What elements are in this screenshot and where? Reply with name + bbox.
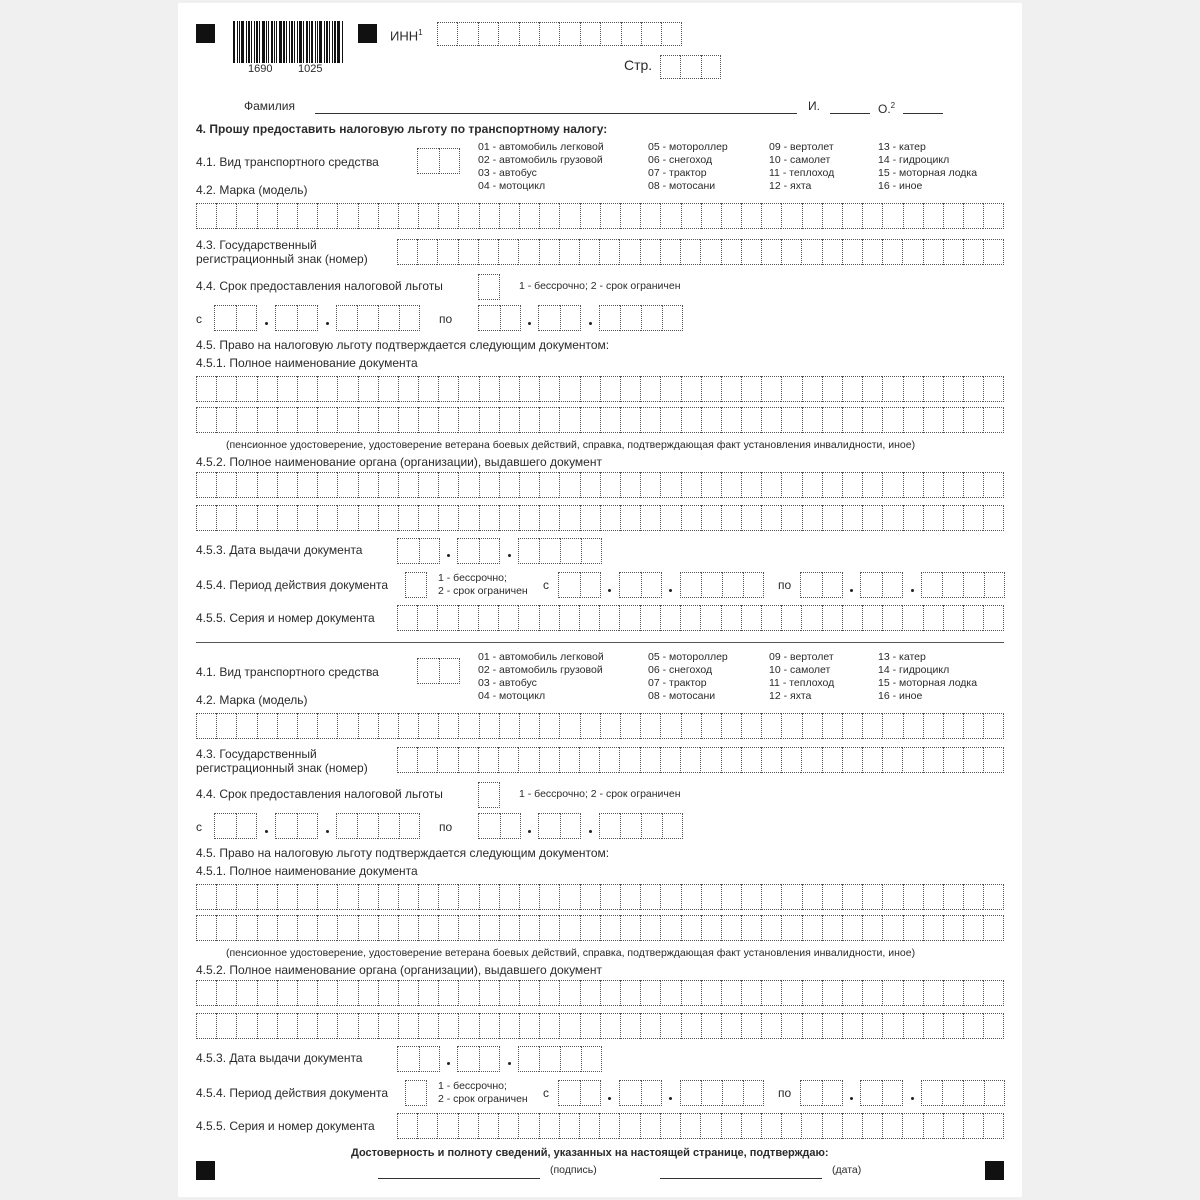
issuer-input-row-2[interactable] — [196, 505, 1004, 531]
date-separator — [850, 1097, 853, 1100]
brand-label: 4.2. Марка (модель) — [196, 183, 308, 197]
term-to-label: по — [439, 820, 453, 834]
term-to-year[interactable] — [599, 813, 683, 839]
term-to-year[interactable] — [599, 305, 683, 331]
section-title: 4. Прошу предоставить налоговую льготу по транспортному налогу: — [196, 122, 608, 136]
regnum-label-1: 4.3. Государственный — [196, 747, 317, 761]
term-to-label: по — [439, 312, 453, 326]
vehicle-options-col-3: 09 - вертолет 10 - самолет 11 - теплоход 12 - яхта — [769, 651, 835, 702]
validity-to-day[interactable] — [800, 1080, 843, 1106]
validity-to-year[interactable] — [921, 572, 1005, 598]
date-separator — [326, 322, 329, 325]
validity-to-label: по — [778, 578, 792, 592]
term-from-month[interactable] — [275, 305, 318, 331]
date-separator — [326, 830, 329, 833]
issue-date-year[interactable] — [518, 538, 602, 564]
corner-marker-bottom-right — [985, 1161, 1004, 1180]
validity-from-month[interactable] — [619, 572, 662, 598]
page-label: Стр. — [624, 57, 653, 73]
term-to-month[interactable] — [538, 305, 581, 331]
issuer-input-row-1[interactable] — [196, 980, 1004, 1006]
date-separator — [265, 830, 268, 833]
series-input[interactable] — [397, 605, 1004, 631]
term-from-label: с — [196, 820, 202, 834]
surname-label: Фамилия — [244, 99, 295, 113]
term-options: 1 - бессрочно; 2 - срок ограничен — [519, 280, 681, 292]
date-separator — [669, 589, 672, 592]
validity-type-input[interactable] — [405, 1080, 427, 1106]
inn-label: ИНН$^1$ — [390, 28, 423, 44]
corner-marker-top-mid — [358, 24, 377, 43]
issuer-input-row-2[interactable] — [196, 1013, 1004, 1039]
vehicle-options-col-2: 05 - мотороллер 06 - снегоход 07 - трактор 08 - мотосани — [648, 651, 728, 702]
date-caption: (дата) — [832, 1164, 862, 1176]
issuer-label: 4.5.2. Полное наименование органа (организации), выдавшего документ — [196, 455, 602, 469]
doc-intro-label: 4.5. Право на налоговую льготу подтверждается следующим документом: — [196, 338, 610, 352]
validity-option-2: 2 - срок ограничен — [438, 585, 528, 597]
initial-i-label: И. — [808, 99, 820, 113]
doc-name-input-row-1[interactable] — [196, 884, 1004, 910]
term-from-day[interactable] — [214, 305, 257, 331]
doc-name-input-row-2[interactable] — [196, 407, 1004, 433]
validity-to-month[interactable] — [860, 1080, 903, 1106]
validity-option-2: 2 - срок ограничен — [438, 1093, 528, 1105]
issue-date-day[interactable] — [397, 1046, 440, 1072]
term-label: 4.4. Срок предоставления налоговой льготы — [196, 279, 443, 293]
validity-from-label: с — [543, 1086, 549, 1100]
corner-marker-top-left — [196, 24, 215, 43]
term-from-year[interactable] — [336, 305, 420, 331]
issue-date-label: 4.5.3. Дата выдачи документа — [196, 543, 363, 557]
date-separator — [447, 1062, 450, 1065]
series-label: 4.5.5. Серия и номер документа — [196, 611, 375, 625]
validity-from-month[interactable] — [619, 1080, 662, 1106]
date-separator — [669, 1097, 672, 1100]
date-separator — [608, 589, 611, 592]
barcode — [233, 21, 344, 63]
barcode-number-right: 1025 — [298, 63, 323, 75]
validity-label: 4.5.4. Период действия документа — [196, 578, 389, 592]
issue-date-year[interactable] — [518, 1046, 602, 1072]
brand-input[interactable] — [196, 713, 1004, 739]
brand-label: 4.2. Марка (модель) — [196, 693, 308, 707]
validity-label: 4.5.4. Период действия документа — [196, 1086, 389, 1100]
initial-o-line[interactable] — [903, 113, 943, 114]
issue-date-month[interactable] — [457, 538, 500, 564]
date-separator — [508, 1062, 511, 1065]
date-separator — [528, 830, 531, 833]
validity-option-1: 1 - бессрочно; — [438, 572, 507, 584]
date-separator — [265, 322, 268, 325]
date-separator — [911, 589, 914, 592]
term-to-month[interactable] — [538, 813, 581, 839]
term-from-year[interactable] — [336, 813, 420, 839]
doc-name-label: 4.5.1. Полное наименование документа — [196, 864, 418, 878]
term-from-label: с — [196, 312, 202, 326]
surname-line[interactable] — [315, 113, 797, 114]
doc-intro-label: 4.5. Право на налоговую льготу подтверждается следующим документом: — [196, 846, 610, 860]
date-separator — [508, 554, 511, 557]
issuer-input-row-1[interactable] — [196, 472, 1004, 498]
regnum-input[interactable] — [397, 747, 1004, 773]
term-label: 4.4. Срок предоставления налоговой льготы — [196, 787, 443, 801]
validity-from-year[interactable] — [680, 572, 764, 598]
validity-from-year[interactable] — [680, 1080, 764, 1106]
vehicle-type-label: 4.1. Вид транспортного средства — [196, 155, 379, 169]
validity-type-input[interactable] — [405, 572, 427, 598]
doc-hint: (пенсионное удостоверение, удостоверение ветерана боевых действий, справка, подтверждающая факт установления инвалидности, иное) — [226, 439, 916, 451]
vehicle-type-label: 4.1. Вид транспортного средства — [196, 665, 379, 679]
block-divider — [196, 642, 1004, 643]
term-to-day[interactable] — [478, 305, 521, 331]
issue-date-month[interactable] — [457, 1046, 500, 1072]
regnum-label-2: регистрационный знак (номер) — [196, 761, 368, 775]
term-input[interactable] — [478, 782, 500, 808]
date-separator — [528, 322, 531, 325]
date-separator — [608, 1097, 611, 1100]
issuer-label: 4.5.2. Полное наименование органа (организации), выдавшего документ — [196, 963, 602, 977]
inn-input[interactable] — [437, 22, 682, 46]
initial-i-line[interactable] — [830, 113, 870, 114]
validity-from-day[interactable] — [558, 1080, 601, 1106]
date-separator — [447, 554, 450, 557]
initial-o-label: О.$^2$ — [878, 101, 896, 116]
issue-date-label: 4.5.3. Дата выдачи документа — [196, 1051, 363, 1065]
page-number-input[interactable] — [660, 55, 721, 79]
validity-to-day[interactable] — [800, 572, 843, 598]
vehicle-type-input[interactable] — [417, 148, 460, 174]
term-from-month[interactable] — [275, 813, 318, 839]
date-separator — [911, 1097, 914, 1100]
term-options: 1 - бессрочно; 2 - срок ограничен — [519, 788, 681, 800]
barcode-number-left: 1690 — [248, 63, 273, 75]
vehicle-options-col-3: 09 - вертолет 10 - самолет 11 - теплоход 12 - яхта — [769, 141, 835, 192]
vehicle-options-col-4: 13 - катер 14 - гидроцикл 15 - моторная лодка 16 - иное — [878, 141, 978, 192]
series-input[interactable] — [397, 1113, 1004, 1139]
term-input[interactable] — [478, 274, 500, 300]
corner-marker-bottom-left — [196, 1161, 215, 1180]
term-to-day[interactable] — [478, 813, 521, 839]
series-label: 4.5.5. Серия и номер документа — [196, 1119, 375, 1133]
validity-from-day[interactable] — [558, 572, 601, 598]
validity-to-month[interactable] — [860, 572, 903, 598]
issue-date-day[interactable] — [397, 538, 440, 564]
doc-name-input-row-1[interactable] — [196, 376, 1004, 402]
doc-name-label: 4.5.1. Полное наименование документа — [196, 356, 418, 370]
regnum-label-2: регистрационный знак (номер) — [196, 252, 368, 266]
signature-caption: (подпись) — [550, 1164, 597, 1176]
regnum-label-1: 4.3. Государственный — [196, 238, 317, 252]
vehicle-options-col-2: 05 - мотороллер 06 - снегоход 07 - трактор 08 - мотосани — [648, 141, 728, 192]
validity-to-year[interactable] — [921, 1080, 1005, 1106]
date-separator — [850, 589, 853, 592]
term-from-day[interactable] — [214, 813, 257, 839]
validity-to-label: по — [778, 1086, 792, 1100]
validity-option-1: 1 - бессрочно; — [438, 1080, 507, 1092]
confirmation-text: Достоверность и полноту сведений, указанных на настоящей странице, подтверждаю: — [351, 1147, 829, 1159]
validity-from-label: с — [543, 578, 549, 592]
brand-input[interactable] — [196, 203, 1004, 229]
vehicle-options-col-4: 13 - катер 14 - гидроцикл 15 - моторная лодка 16 - иное — [878, 651, 978, 702]
vehicle-type-input[interactable] — [417, 658, 460, 684]
vehicle-options-col-1: 01 - автомобиль легковой 02 - автомобиль грузовой 03 - автобус 04 - мотоцикл — [478, 141, 604, 192]
doc-name-input-row-2[interactable] — [196, 915, 1004, 941]
regnum-input[interactable] — [397, 239, 1004, 265]
date-separator — [589, 322, 592, 325]
vehicle-options-col-1: 01 - автомобиль легковой 02 - автомобиль грузовой 03 - автобус 04 - мотоцикл — [478, 651, 604, 702]
signature-line[interactable] — [378, 1178, 540, 1179]
date-separator — [589, 830, 592, 833]
date-line[interactable] — [660, 1178, 822, 1179]
doc-hint: (пенсионное удостоверение, удостоверение ветерана боевых действий, справка, подтверждающая факт установления инвалидности, иное) — [226, 947, 916, 959]
